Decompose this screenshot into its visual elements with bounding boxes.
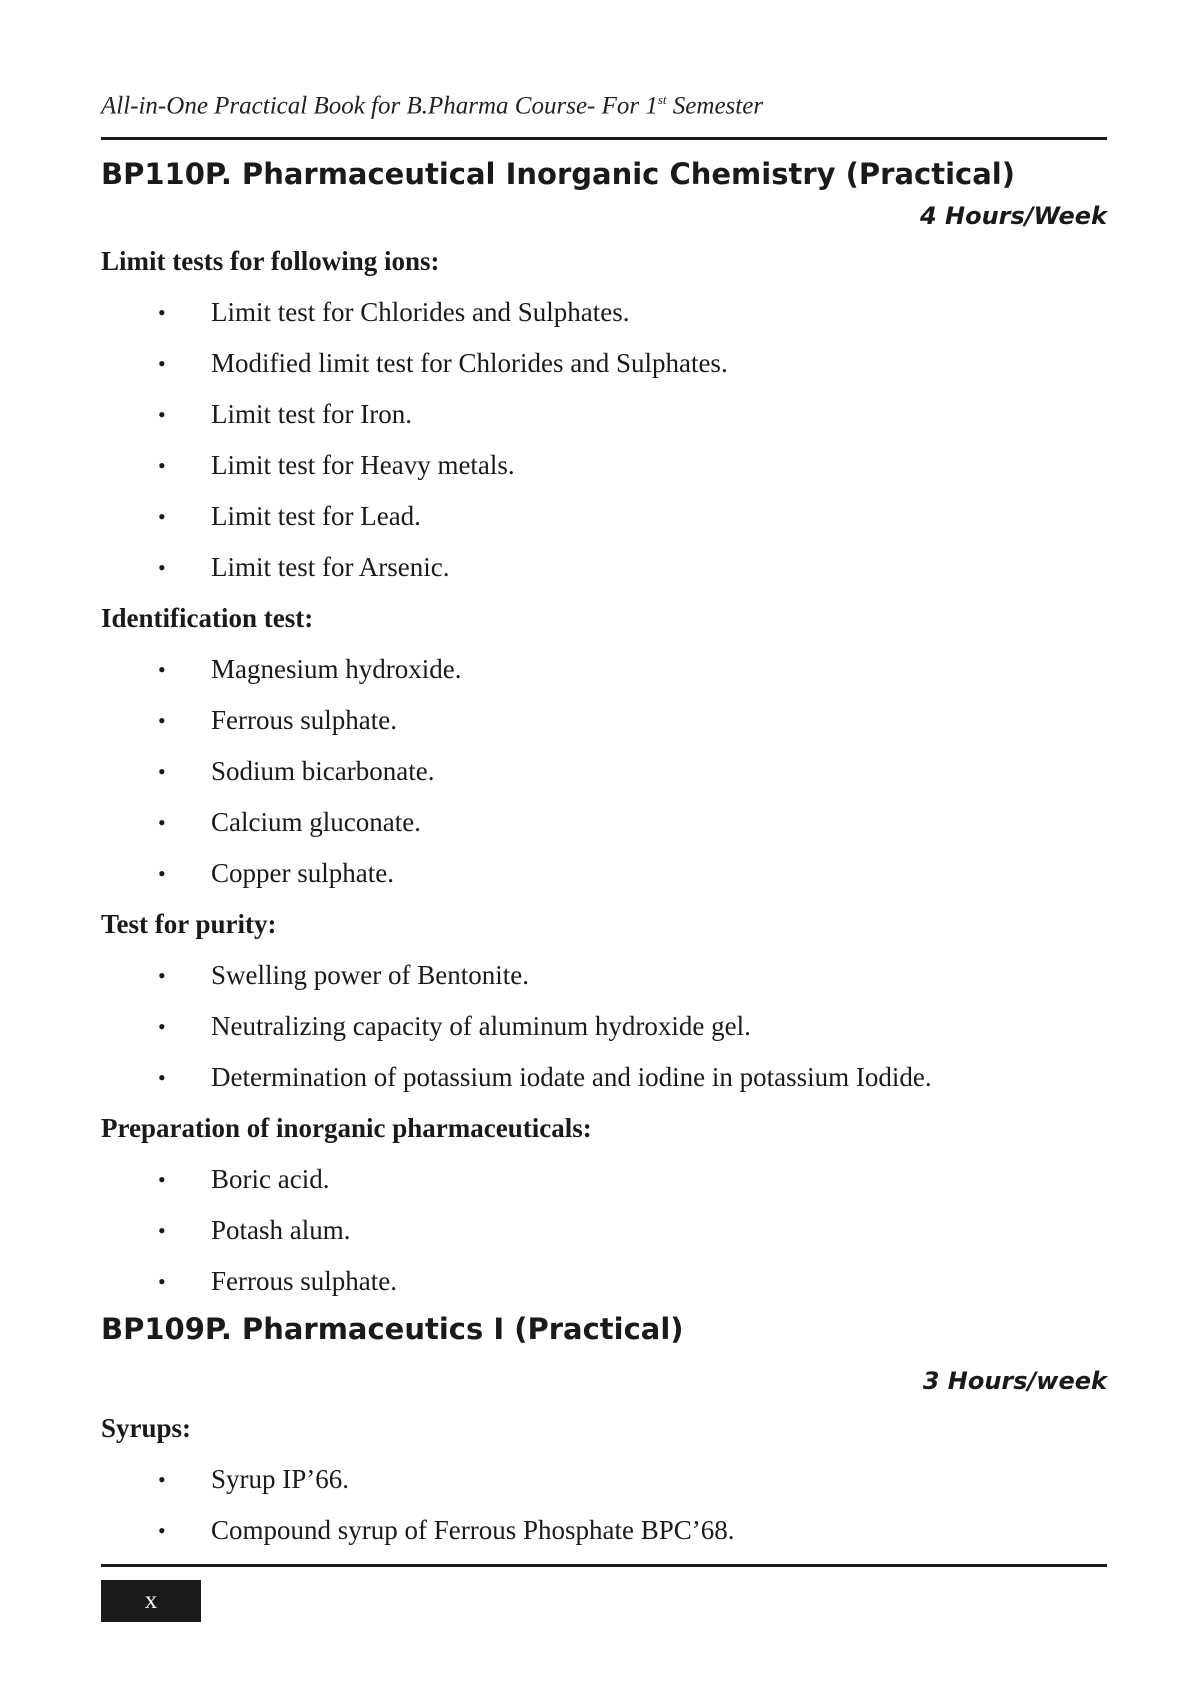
bullet-icon: • [158, 861, 166, 886]
bullet-icon: • [158, 1065, 166, 1090]
list-item-text: Limit test for Iron. [211, 399, 412, 429]
page-number: x [144, 1587, 158, 1614]
list-item [101, 746, 1107, 797]
bullet-icon: • [158, 1269, 166, 1294]
bullet-icon: • [158, 351, 166, 376]
list-item [101, 797, 1107, 848]
section-title: Syrups: [101, 1413, 192, 1443]
list-item-text: Limit test for Heavy metals. [211, 450, 515, 480]
list-item [101, 1256, 1107, 1307]
list-item [101, 338, 1107, 389]
list-item-text: Modified limit test for Chlorides and Sulphates. [211, 348, 728, 378]
list-item-text: Compound syrup of Ferrous Phosphate BPC’68. [211, 1515, 735, 1545]
list-item [101, 1205, 1107, 1256]
course-hours: 3 Hours/week [922, 1367, 1107, 1395]
bullet-icon: • [158, 1218, 166, 1243]
bullet-icon: • [158, 759, 166, 784]
list-item [101, 1001, 1107, 1052]
running-header-main: All-in-One Practical Book for B.Pharma Course- For 1 [101, 92, 658, 120]
list-item [101, 644, 1107, 695]
running-header [101, 92, 763, 120]
bullet-icon: • [158, 810, 166, 835]
course-hours: 4 Hours/Week [919, 202, 1107, 230]
list-item [101, 440, 1107, 491]
list-item-text: Potash alum. [211, 1215, 351, 1245]
list-item-text: Swelling power of Bentonite. [211, 960, 529, 990]
list-item-text: Copper sulphate. [211, 858, 394, 888]
list-item [101, 1454, 1107, 1505]
running-header-end: Semester [666, 92, 764, 120]
section-title: Preparation of inorganic pharmaceuticals: [101, 1113, 592, 1143]
bullet-icon: • [158, 708, 166, 733]
list-item [101, 695, 1107, 746]
section-list [101, 644, 1107, 899]
section-title: Test for purity: [101, 909, 277, 939]
bullet-icon: • [158, 555, 166, 580]
bullet-icon: • [158, 402, 166, 427]
list-item [101, 848, 1107, 899]
list-item-text: Boric acid. [211, 1164, 330, 1194]
bullet-icon: • [158, 1518, 166, 1543]
list-item [101, 1154, 1107, 1205]
section-list [101, 1154, 1107, 1307]
list-item [101, 491, 1107, 542]
bullet-icon: • [158, 453, 166, 478]
list-item [101, 287, 1107, 338]
bullet-icon: • [158, 1467, 166, 1492]
list-item-text: Limit test for Lead. [211, 501, 421, 531]
bullet-icon: • [158, 300, 166, 325]
page-number-box [101, 1580, 201, 1622]
bullet-icon: • [158, 504, 166, 529]
course-title: BP110P. Pharmaceutical Inorganic Chemistry (Practical) [101, 157, 1015, 191]
section-title: Limit tests for following ions: [101, 246, 440, 276]
list-item-text: Determination of potassium iodate and iodine in potassium Iodide. [211, 1062, 932, 1092]
list-item-text: Ferrous sulphate. [211, 1266, 397, 1296]
bullet-icon: • [158, 963, 166, 988]
footer-divider [101, 1564, 1107, 1567]
list-item [101, 542, 1107, 593]
list-item-text: Limit test for Chlorides and Sulphates. [211, 297, 630, 327]
bullet-icon: • [158, 1014, 166, 1039]
list-item [101, 1505, 1107, 1556]
section-list [101, 950, 1107, 1103]
list-item [101, 950, 1107, 1001]
list-item-text: Limit test for Arsenic. [211, 552, 450, 582]
bullet-icon: • [158, 657, 166, 682]
page-content [101, 152, 1107, 1556]
list-item-text: Neutralizing capacity of aluminum hydroxide gel. [211, 1011, 751, 1041]
running-header-superscript: st [657, 92, 667, 107]
section-list [101, 1454, 1107, 1556]
course-title: BP109P. Pharmaceutics I (Practical) [101, 1312, 684, 1346]
bullet-icon: • [158, 1167, 166, 1192]
section-list [101, 287, 1107, 593]
list-item-text: Syrup IP’66. [211, 1464, 350, 1494]
list-item-text: Magnesium hydroxide. [211, 654, 462, 684]
list-item [101, 1052, 1107, 1103]
list-item [101, 389, 1107, 440]
section-title: Identification test: [101, 603, 314, 633]
list-item-text: Sodium bicarbonate. [211, 756, 435, 786]
list-item-text: Ferrous sulphate. [211, 705, 397, 735]
list-item-text: Calcium gluconate. [211, 807, 421, 837]
header-divider [101, 137, 1107, 140]
